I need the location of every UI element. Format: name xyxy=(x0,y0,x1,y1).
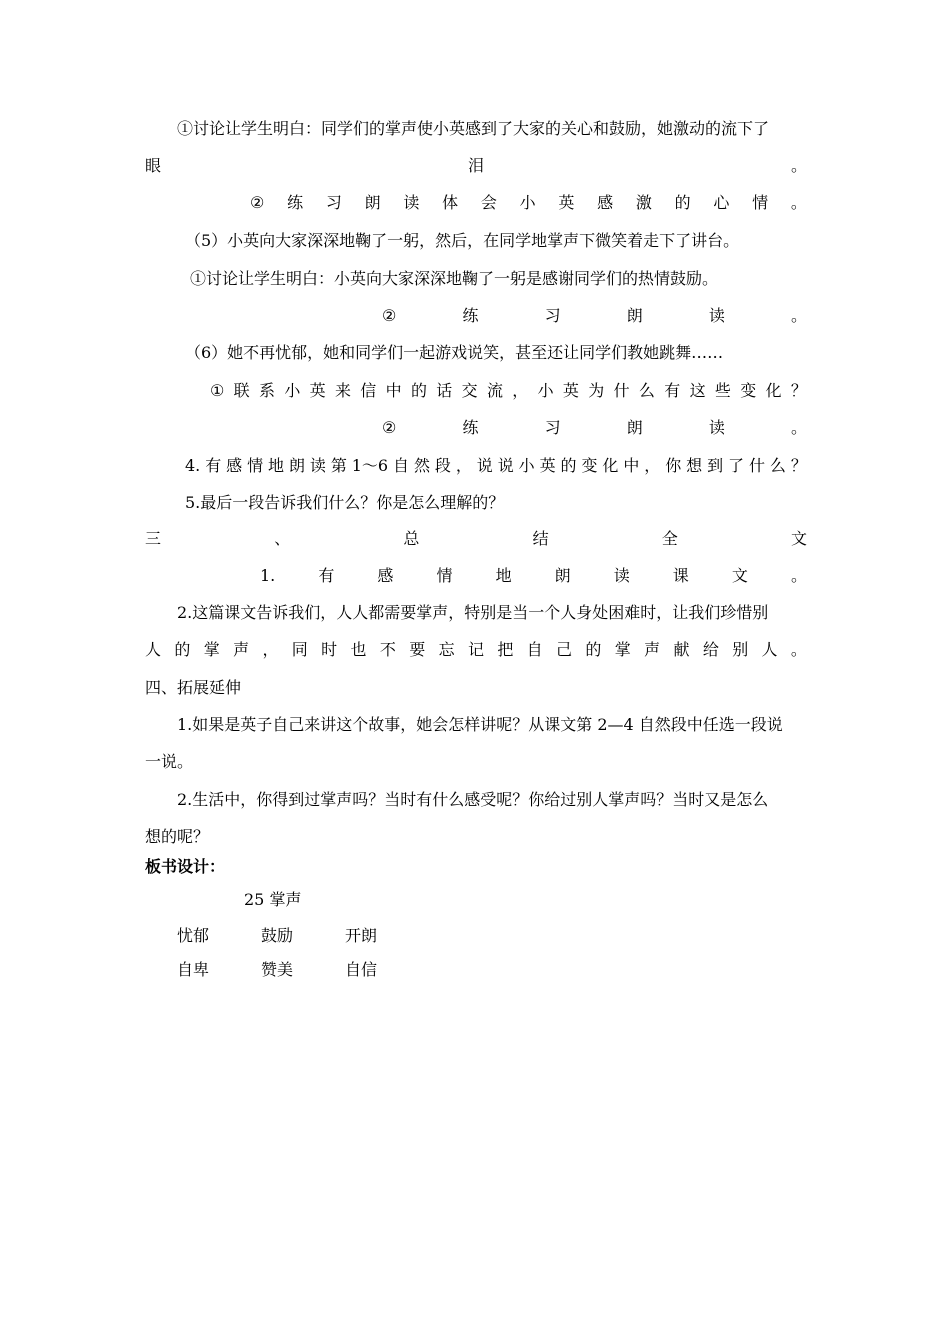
text-glyph: 么 xyxy=(769,456,786,475)
text-glyph: 人 xyxy=(145,640,162,659)
text-glyph: 己 xyxy=(556,640,573,659)
text-glyph: 、 xyxy=(274,529,291,548)
section-heading: 四、拓展延伸 xyxy=(145,678,242,697)
text-glyph: 段 xyxy=(434,456,451,475)
text-glyph: 心 xyxy=(713,193,730,212)
text-glyph: 系 xyxy=(258,381,275,400)
board-cell: 开朗 xyxy=(345,926,378,945)
text-glyph: ， xyxy=(455,456,472,475)
text-glyph: 。 xyxy=(790,640,807,659)
text-line: 2.生活中，你得到过掌声吗？当时有什么感受呢？你给过别人掌声吗？当时又是怎么 xyxy=(177,790,769,809)
text-glyph: 体 xyxy=(442,193,459,212)
text-glyph: 人 xyxy=(761,640,778,659)
text-glyph: 说 xyxy=(497,456,514,475)
text-glyph: 练 xyxy=(462,418,479,437)
text-glyph: 也 xyxy=(350,640,367,659)
text-glyph: 忘 xyxy=(438,640,455,659)
text-glyph: 同 xyxy=(291,640,308,659)
text-glyph: 要 xyxy=(409,640,426,659)
text-glyph: 化 xyxy=(765,381,782,400)
text-glyph: ？ xyxy=(790,381,807,400)
text-glyph: 给 xyxy=(702,640,719,659)
text-glyph: 掌 xyxy=(203,640,220,659)
text-glyph: 读 xyxy=(309,456,326,475)
text-glyph: 时 xyxy=(321,640,338,659)
text-glyph: 4. xyxy=(185,456,201,475)
text-glyph: 会 xyxy=(480,193,497,212)
text-glyph: 文 xyxy=(790,529,807,548)
text-glyph: 什 xyxy=(613,381,630,400)
text-line-justified xyxy=(145,155,807,177)
text-glyph: 变 xyxy=(740,381,757,400)
text-glyph: 1～6 xyxy=(351,456,389,475)
text-glyph: 练 xyxy=(462,306,479,325)
text-glyph: 地 xyxy=(268,456,285,475)
text-glyph: 声 xyxy=(233,640,250,659)
text-glyph: 说 xyxy=(476,456,493,475)
text-glyph: 为 xyxy=(588,381,605,400)
text-glyph: 的 xyxy=(410,381,427,400)
text-line-justified xyxy=(185,455,807,477)
text-glyph: 。 xyxy=(790,156,807,175)
text-glyph: ， xyxy=(262,640,279,659)
text-glyph: ② xyxy=(382,306,397,325)
text-glyph: 到 xyxy=(707,456,724,475)
text-glyph: 声 xyxy=(644,640,661,659)
text-glyph: 什 xyxy=(748,456,765,475)
text-glyph: 中 xyxy=(623,456,640,475)
text-glyph: 。 xyxy=(790,418,807,437)
board-title: 25 掌声 xyxy=(244,890,302,909)
text-glyph: 你 xyxy=(665,456,682,475)
text-glyph: 联 xyxy=(233,381,250,400)
text-glyph: 感 xyxy=(226,456,243,475)
text-glyph: 流 xyxy=(486,381,503,400)
text-glyph: 读 xyxy=(613,566,630,585)
text-glyph: 感 xyxy=(377,566,394,585)
text-glyph: 中 xyxy=(385,381,402,400)
text-line-justified xyxy=(145,639,807,661)
text-glyph: 英 xyxy=(309,381,326,400)
text-glyph: ， xyxy=(644,456,661,475)
text-glyph: 小 xyxy=(519,193,536,212)
text-glyph: 读 xyxy=(708,418,725,437)
text-glyph: 。 xyxy=(790,193,807,212)
text-glyph: 记 xyxy=(467,640,484,659)
text-glyph: 。 xyxy=(790,306,807,325)
text-line-justified xyxy=(250,192,807,214)
board-design-heading: 板书设计： xyxy=(145,857,226,876)
text-glyph: 话 xyxy=(436,381,453,400)
text-glyph: 。 xyxy=(790,566,807,585)
text-glyph: 第 xyxy=(330,456,347,475)
text-glyph: 英 xyxy=(562,381,579,400)
text-line-justified xyxy=(260,565,807,587)
text-glyph: 情 xyxy=(436,566,453,585)
text-line: 2.这篇课文告诉我们，人人都需要掌声，特别是当一个人身处困难时，让我们珍惜别 xyxy=(177,603,769,622)
text-glyph: 朗 xyxy=(288,456,305,475)
text-glyph: 交 xyxy=(461,381,478,400)
text-glyph: 自 xyxy=(526,640,543,659)
text-glyph: ？ xyxy=(790,456,807,475)
text-glyph: 习 xyxy=(544,306,561,325)
text-glyph: 来 xyxy=(334,381,351,400)
text-glyph: 想 xyxy=(686,456,703,475)
text-glyph: 读 xyxy=(403,193,420,212)
text-glyph: 的 xyxy=(560,456,577,475)
board-cell: 自卑 xyxy=(177,960,210,979)
text-line: ①讨论让学生明白：小英向大家深深地鞠了一躬是感谢同学们的热情鼓励。 xyxy=(190,269,719,288)
text-glyph: 么 xyxy=(638,381,655,400)
text-glyph: 然 xyxy=(413,456,430,475)
text-glyph: 情 xyxy=(752,193,769,212)
board-cell: 鼓励 xyxy=(261,926,294,945)
text-glyph: 有 xyxy=(664,381,681,400)
text-glyph: 三 xyxy=(145,529,162,548)
text-glyph: 的 xyxy=(174,640,191,659)
text-glyph: 英 xyxy=(558,193,575,212)
text-glyph: 这 xyxy=(689,381,706,400)
board-cell: 忧郁 xyxy=(177,926,210,945)
text-glyph: 感 xyxy=(597,193,614,212)
text-glyph: 朗 xyxy=(626,306,643,325)
text-glyph: 情 xyxy=(247,456,264,475)
text-line-justified xyxy=(382,305,807,327)
text-line: （5）小英向大家深深地鞠了一躬，然后，在同学地掌声下微笑着走下了讲台。 xyxy=(185,231,740,250)
board-cell: 赞美 xyxy=(261,960,294,979)
text-glyph: 习 xyxy=(544,418,561,437)
text-glyph: 小 xyxy=(518,456,535,475)
text-glyph: 信 xyxy=(360,381,377,400)
text-glyph: 把 xyxy=(497,640,514,659)
text-glyph: 的 xyxy=(585,640,602,659)
text-glyph: 变 xyxy=(581,456,598,475)
text-glyph: 有 xyxy=(205,456,222,475)
text-glyph: 掌 xyxy=(614,640,631,659)
text-glyph: 有 xyxy=(318,566,335,585)
text-line-justified xyxy=(382,417,807,439)
text-glyph: 课 xyxy=(672,566,689,585)
text-glyph: 不 xyxy=(379,640,396,659)
text-line: 一说。 xyxy=(145,752,194,771)
text-glyph: 练 xyxy=(287,193,304,212)
text-line: ①讨论让学生明白：同学们的掌声使小英感到了大家的关心和鼓励，她激动的流下了 xyxy=(177,119,770,138)
text-line: 1.如果是英子自己来讲这个故事，她会怎样讲呢？从课文第 2—4 自然段中任选一段说 xyxy=(177,715,783,734)
text-glyph: 朗 xyxy=(554,566,571,585)
text-glyph: 化 xyxy=(602,456,619,475)
text-glyph: 英 xyxy=(539,456,556,475)
text-glyph: 朗 xyxy=(364,193,381,212)
text-glyph: 1. xyxy=(260,566,276,585)
text-glyph: 小 xyxy=(537,381,554,400)
text-glyph: 些 xyxy=(714,381,731,400)
text-glyph: 小 xyxy=(284,381,301,400)
text-glyph: 全 xyxy=(661,529,678,548)
text-glyph: 自 xyxy=(393,456,410,475)
section-heading xyxy=(145,528,807,550)
text-line: 想的呢？ xyxy=(145,827,210,846)
text-line: 5.最后一段告诉我们什么？你是怎么理解的？ xyxy=(185,493,505,512)
text-glyph: 了 xyxy=(728,456,745,475)
text-line: （6）她不再忧郁，她和同学们一起游戏说笑，甚至还让同学们教她跳舞…… xyxy=(185,343,724,362)
text-glyph: 读 xyxy=(708,306,725,325)
text-glyph: ② xyxy=(382,418,397,437)
text-glyph: 泪 xyxy=(467,156,484,175)
text-glyph: 文 xyxy=(731,566,748,585)
text-glyph: 朗 xyxy=(626,418,643,437)
text-glyph: ， xyxy=(512,381,529,400)
text-glyph: 别 xyxy=(732,640,749,659)
text-glyph: 的 xyxy=(674,193,691,212)
text-glyph: 地 xyxy=(495,566,512,585)
text-glyph: 总 xyxy=(403,529,420,548)
text-glyph: ① xyxy=(210,381,225,400)
text-glyph: 献 xyxy=(673,640,690,659)
text-line-justified xyxy=(210,380,807,402)
text-glyph: ② xyxy=(250,193,265,212)
text-glyph: 眼 xyxy=(145,156,162,175)
text-glyph: 习 xyxy=(325,193,342,212)
board-cell: 自信 xyxy=(345,960,378,979)
text-glyph: 激 xyxy=(635,193,652,212)
text-glyph: 结 xyxy=(532,529,549,548)
